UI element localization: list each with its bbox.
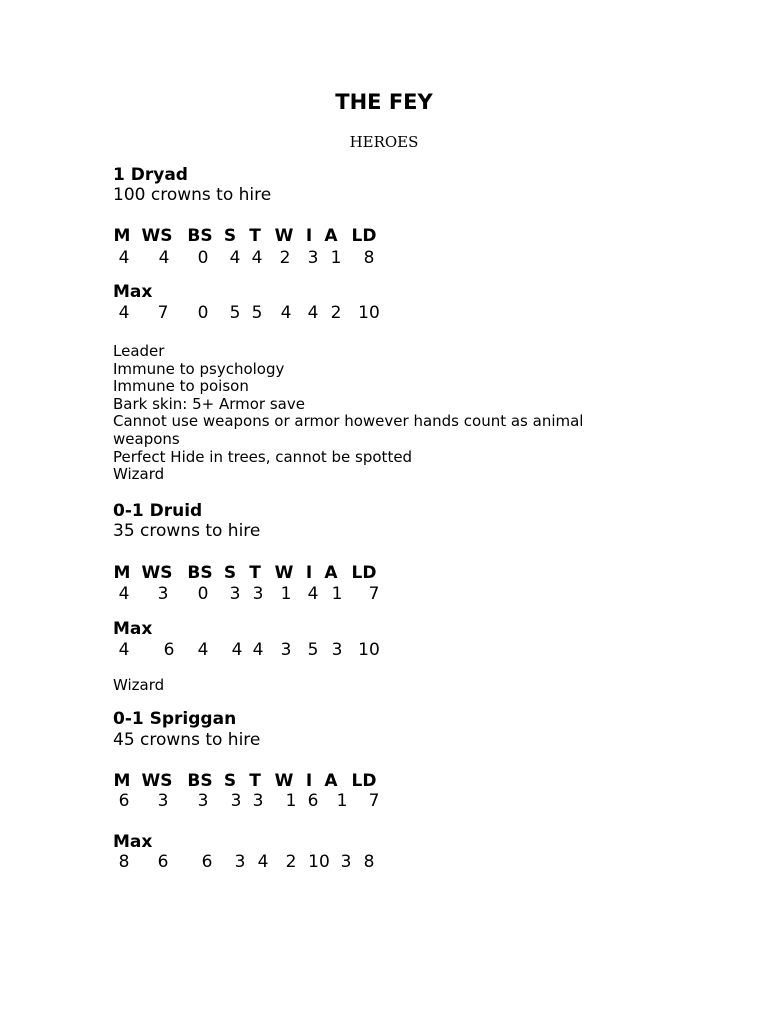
stat-value-a: 2 [330, 303, 342, 323]
stat-value-i: 5 [307, 640, 319, 660]
stat-value-ld: 8 [363, 248, 375, 268]
stat-header-i: I [305, 226, 313, 246]
section-subtitle: HEROES [349, 133, 419, 151]
stat-value-i: 4 [307, 584, 319, 604]
hero-cost-spriggan: 45 crowns to hire [113, 730, 261, 750]
stat-value-ld: 8 [363, 852, 375, 872]
stat-value-a: 3 [331, 640, 343, 660]
stat-header-i: I [305, 771, 313, 791]
stat-value-bs: 3 [197, 791, 209, 811]
rule-item: Wizard [113, 465, 165, 484]
hero-name-druid: 0-1 Druid [113, 501, 203, 521]
stat-value-ld: 7 [368, 791, 380, 811]
stat-header-ws: WS [141, 771, 173, 791]
stat-value-bs: 0 [197, 248, 209, 268]
stat-value-t: 4 [251, 248, 263, 268]
rule-item: Immune to psychology [113, 359, 285, 378]
stat-value-a: 1 [336, 791, 348, 811]
rule-item: Leader [113, 342, 165, 360]
stat-header-w: W [274, 226, 294, 246]
stat-header-s: S [223, 771, 237, 791]
rule-item: Immune to poison [113, 377, 249, 396]
stat-value-w: 3 [280, 640, 292, 660]
stat-value-t: 4 [257, 852, 269, 872]
stat-value-w: 4 [280, 303, 292, 323]
stat-header-w: W [274, 563, 294, 583]
rule-item: Perfect Hide in trees, cannot be spotted [113, 447, 413, 466]
max-label: Max [113, 282, 153, 302]
stat-header-ws: WS [141, 226, 173, 246]
stat-header-t: T [249, 226, 261, 246]
stat-value-bs: 0 [197, 584, 209, 604]
stat-value-ld: 7 [368, 584, 380, 604]
stat-value-m: 4 [118, 248, 130, 268]
rule-item: Cannot use weapons or armor however hands count as animal [113, 412, 584, 431]
page-title: THE FEY [335, 90, 433, 114]
stat-header-ws: WS [141, 563, 173, 583]
stat-value-m: 4 [118, 584, 130, 604]
stat-header-ld: LD [351, 226, 377, 246]
stat-header-a: A [324, 771, 338, 791]
max-label: Max [113, 832, 153, 852]
stat-header-bs: BS [187, 771, 213, 791]
rule-item: Bark skin: 5+ Armor save [113, 394, 305, 413]
stat-value-ws: 6 [157, 852, 169, 872]
stat-value-w: 1 [280, 584, 292, 604]
stat-value-m: 4 [118, 303, 130, 323]
stat-header-s: S [223, 226, 237, 246]
stat-value-a: 3 [340, 852, 352, 872]
hero-cost-dryad: 100 crowns to hire [113, 185, 272, 205]
stat-value-ws: 6 [163, 640, 175, 660]
stat-header-ld: LD [351, 563, 377, 583]
stat-value-a: 1 [330, 248, 342, 268]
rules-list-dryad [113, 343, 583, 484]
stat-value-m: 4 [118, 640, 130, 660]
stat-value-i: 10 [308, 852, 330, 872]
max-label: Max [113, 619, 153, 639]
stat-value-t: 5 [251, 303, 263, 323]
stat-value-s: 5 [229, 303, 241, 323]
stat-value-ld: 10 [358, 303, 380, 323]
stat-value-w: 2 [285, 852, 297, 872]
stat-value-s: 3 [229, 584, 241, 604]
hero-name-spriggan: 0-1 Spriggan [113, 709, 237, 729]
stat-value-bs: 0 [197, 303, 209, 323]
stat-value-i: 3 [307, 248, 319, 268]
stat-header-m: M [113, 226, 131, 246]
stat-value-ws: 3 [157, 584, 169, 604]
stat-header-s: S [223, 563, 237, 583]
stat-value-s: 4 [229, 248, 241, 268]
stat-header-bs: BS [187, 563, 213, 583]
stat-value-m: 8 [118, 852, 130, 872]
stat-header-bs: BS [187, 226, 213, 246]
stat-value-i: 4 [307, 303, 319, 323]
stat-header-w: W [274, 771, 294, 791]
stat-value-ws: 7 [157, 303, 169, 323]
stat-header-t: T [249, 563, 261, 583]
stat-value-bs: 6 [201, 852, 213, 872]
stat-value-ws: 4 [158, 248, 170, 268]
rule-item: weapons [113, 429, 180, 448]
stat-header-ld: LD [351, 771, 377, 791]
stat-value-w: 2 [279, 248, 291, 268]
stat-value-ws: 3 [157, 791, 169, 811]
stat-header-t: T [249, 771, 261, 791]
hero-cost-druid: 35 crowns to hire [113, 521, 261, 541]
stat-header-i: I [305, 563, 313, 583]
hero-name-dryad: 1 Dryad [113, 165, 188, 185]
stat-value-ld: 10 [358, 640, 380, 660]
stat-value-t: 4 [252, 640, 264, 660]
stat-value-s: 4 [231, 640, 243, 660]
stat-value-t: 3 [252, 791, 264, 811]
stat-header-m: M [113, 771, 131, 791]
stat-header-m: M [113, 563, 131, 583]
rule-item: Wizard [113, 676, 165, 694]
stat-value-s: 3 [234, 852, 246, 872]
stat-value-i: 6 [307, 791, 319, 811]
stat-value-s: 3 [230, 791, 242, 811]
stat-value-bs: 4 [197, 640, 209, 660]
stat-value-w: 1 [285, 791, 297, 811]
stat-header-a: A [324, 226, 338, 246]
stat-value-a: 1 [331, 584, 343, 604]
stat-value-m: 6 [118, 791, 130, 811]
stat-header-a: A [324, 563, 338, 583]
stat-value-t: 3 [252, 584, 264, 604]
